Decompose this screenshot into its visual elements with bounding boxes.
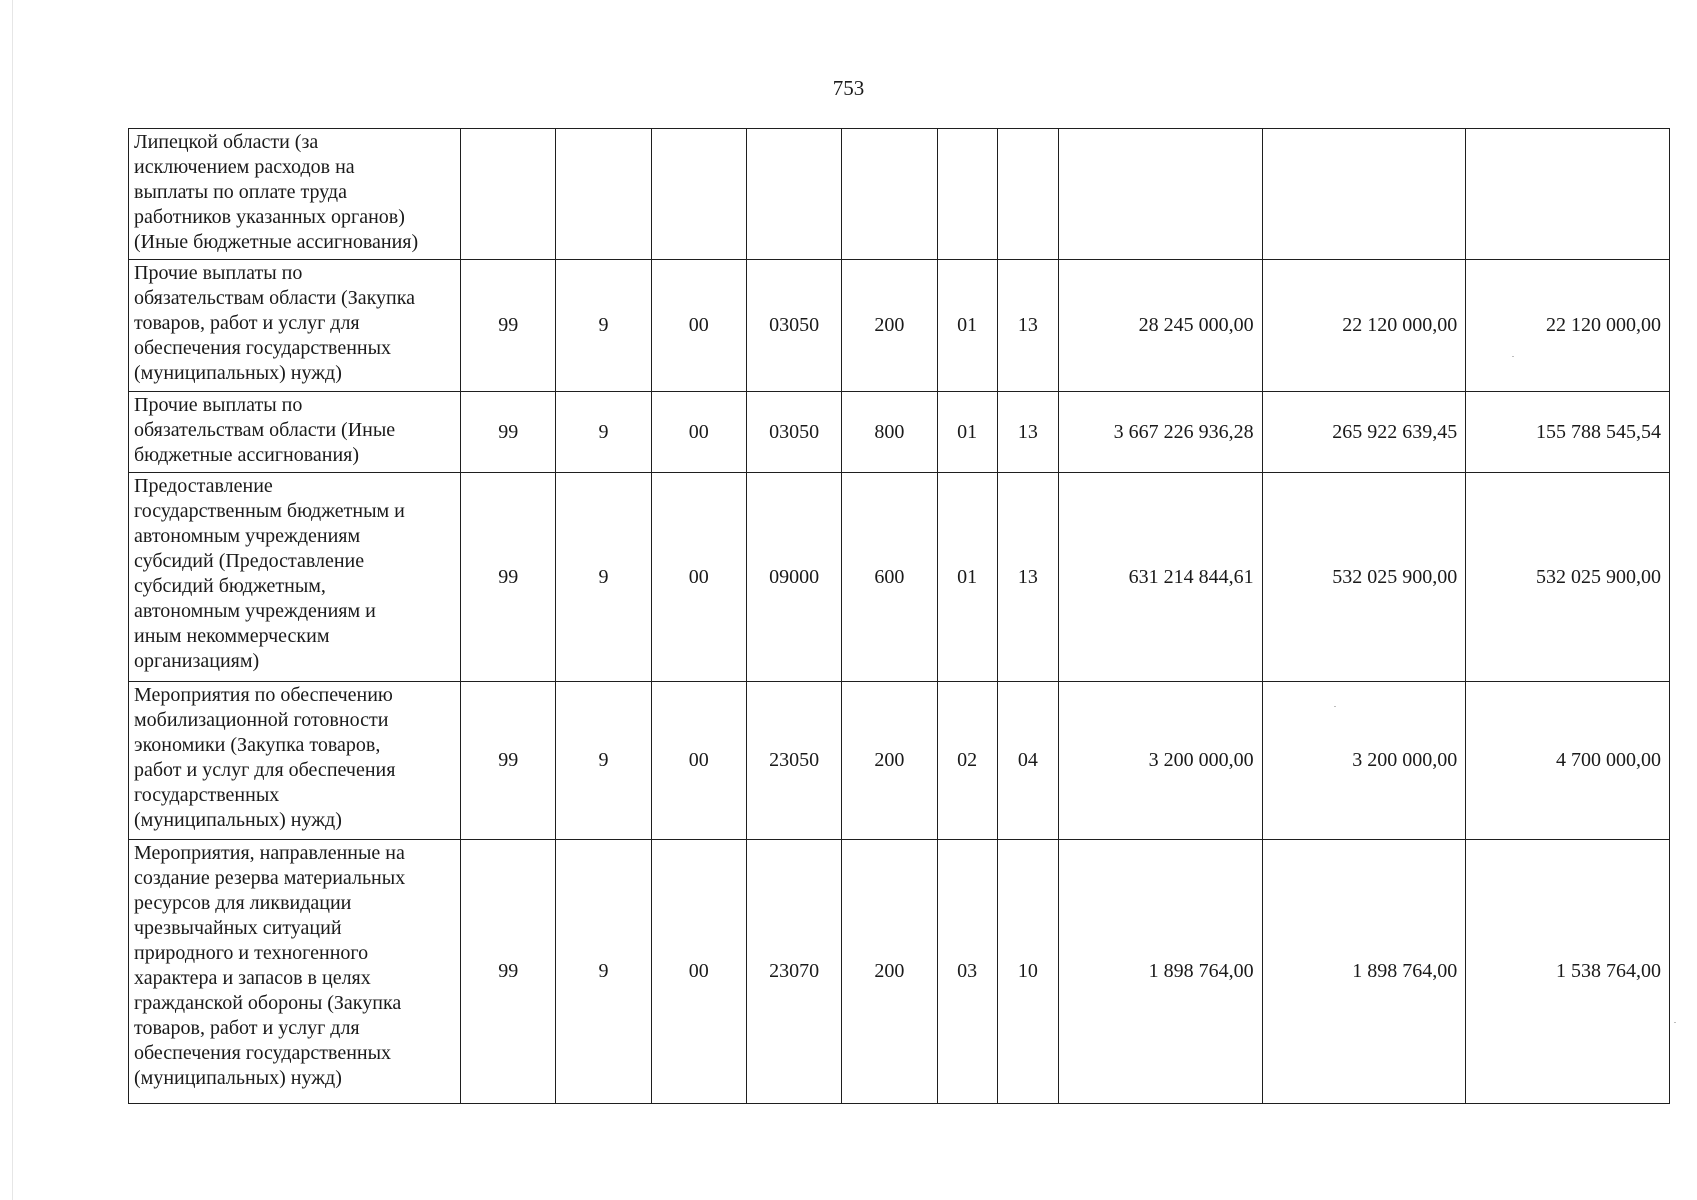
subsection-code: 13 — [997, 473, 1058, 682]
amount-cell: 3 200 000,00 — [1058, 682, 1262, 840]
amount-cell: 1 898 764,00 — [1262, 840, 1466, 1104]
row-description: Мероприятия, направленные на создание резерва материальных ресурсов для ликвидации чрезвычайных ситуаций природного и техногенного характера и запасов в целях гражданской обороны (Закупка товаров, работ и услуг для обеспечения государственных (муниципальных) нужд) — [129, 840, 461, 1104]
amount-cell — [1262, 129, 1466, 260]
amount-cell: 1 538 764,00 — [1466, 840, 1670, 1104]
subsection-code: 10 — [997, 840, 1058, 1104]
program-code: 99 — [461, 840, 556, 1104]
subprogram-code — [556, 129, 651, 260]
row-description: Мероприятия по обеспечению мобилизационной готовности экономики (Закупка товаров, работ и услуг для обеспечения государственных (муниципальных) нужд) — [129, 682, 461, 840]
row-description: Прочие выплаты по обязательствам области (Закупка товаров, работ и услуг для обеспечения государственных (муниципальных) нужд) — [129, 260, 461, 392]
amount-cell: 631 214 844,61 — [1058, 473, 1262, 682]
direction-code: 09000 — [746, 473, 841, 682]
amount-cell: 155 788 545,54 — [1466, 392, 1670, 473]
amount-cell — [1058, 129, 1262, 260]
direction-code: 23070 — [746, 840, 841, 1104]
page-number: 753 — [832, 76, 865, 100]
expense-type-code: 200 — [842, 260, 937, 392]
scan-speck — [1334, 706, 1336, 707]
table-row — [129, 682, 1670, 840]
row-description: Предоставление государственным бюджетным и автономным учреждениям субсидий (Предоставление субсидий бюджетным, автономным учреждениям и иным некоммерческим организациям) — [129, 473, 461, 682]
main-event-code: 00 — [651, 392, 746, 473]
direction-code: 23050 — [746, 682, 841, 840]
expense-type-code: 800 — [842, 392, 937, 473]
main-event-code — [651, 129, 746, 260]
program-code: 99 — [461, 392, 556, 473]
subprogram-code: 9 — [556, 473, 651, 682]
expense-type-code: 600 — [842, 473, 937, 682]
subsection-code: 13 — [997, 392, 1058, 473]
table-row — [129, 473, 1670, 682]
program-code — [461, 129, 556, 260]
amount-cell: 22 120 000,00 — [1262, 260, 1466, 392]
amount-cell: 265 922 639,45 — [1262, 392, 1466, 473]
scan-speck — [1674, 1022, 1676, 1023]
direction-code: 03050 — [746, 260, 841, 392]
expense-type-code: 200 — [842, 682, 937, 840]
budget-table — [128, 128, 1670, 1104]
main-event-code: 00 — [651, 260, 746, 392]
main-event-code: 00 — [651, 473, 746, 682]
expense-type-code: 200 — [842, 840, 937, 1104]
section-code: 01 — [937, 473, 997, 682]
amount-cell — [1466, 129, 1670, 260]
program-code: 99 — [461, 473, 556, 682]
section-code: 01 — [937, 260, 997, 392]
direction-code: 03050 — [746, 392, 841, 473]
subprogram-code: 9 — [556, 840, 651, 1104]
amount-cell: 3 667 226 936,28 — [1058, 392, 1262, 473]
section-code: 01 — [937, 392, 997, 473]
amount-cell: 532 025 900,00 — [1466, 473, 1670, 682]
direction-code — [746, 129, 841, 260]
subsection-code: 13 — [997, 260, 1058, 392]
subprogram-code: 9 — [556, 392, 651, 473]
program-code: 99 — [461, 682, 556, 840]
section-code: 02 — [937, 682, 997, 840]
subprogram-code: 9 — [556, 260, 651, 392]
subsection-code — [997, 129, 1058, 260]
section-code — [937, 129, 997, 260]
table-row — [129, 129, 1670, 260]
table-row — [129, 260, 1670, 392]
table-row — [129, 392, 1670, 473]
main-event-code: 00 — [651, 840, 746, 1104]
row-description: Прочие выплаты по обязательствам области (Иные бюджетные ассигнования) — [129, 392, 461, 473]
amount-cell: 22 120 000,00 — [1466, 260, 1670, 392]
expense-type-code — [842, 129, 937, 260]
amount-cell: 532 025 900,00 — [1262, 473, 1466, 682]
scan-speck — [1512, 356, 1514, 357]
row-description: Липецкой области (за исключением расходов на выплаты по оплате труда работников указанных органов) (Иные бюджетные ассигнования) — [129, 129, 461, 260]
amount-cell: 28 245 000,00 — [1058, 260, 1262, 392]
scan-edge-line — [12, 0, 13, 1200]
amount-cell: 1 898 764,00 — [1058, 840, 1262, 1104]
amount-cell: 3 200 000,00 — [1262, 682, 1466, 840]
subprogram-code: 9 — [556, 682, 651, 840]
section-code: 03 — [937, 840, 997, 1104]
subsection-code: 04 — [997, 682, 1058, 840]
program-code: 99 — [461, 260, 556, 392]
table-row — [129, 840, 1670, 1104]
amount-cell: 4 700 000,00 — [1466, 682, 1670, 840]
main-event-code: 00 — [651, 682, 746, 840]
